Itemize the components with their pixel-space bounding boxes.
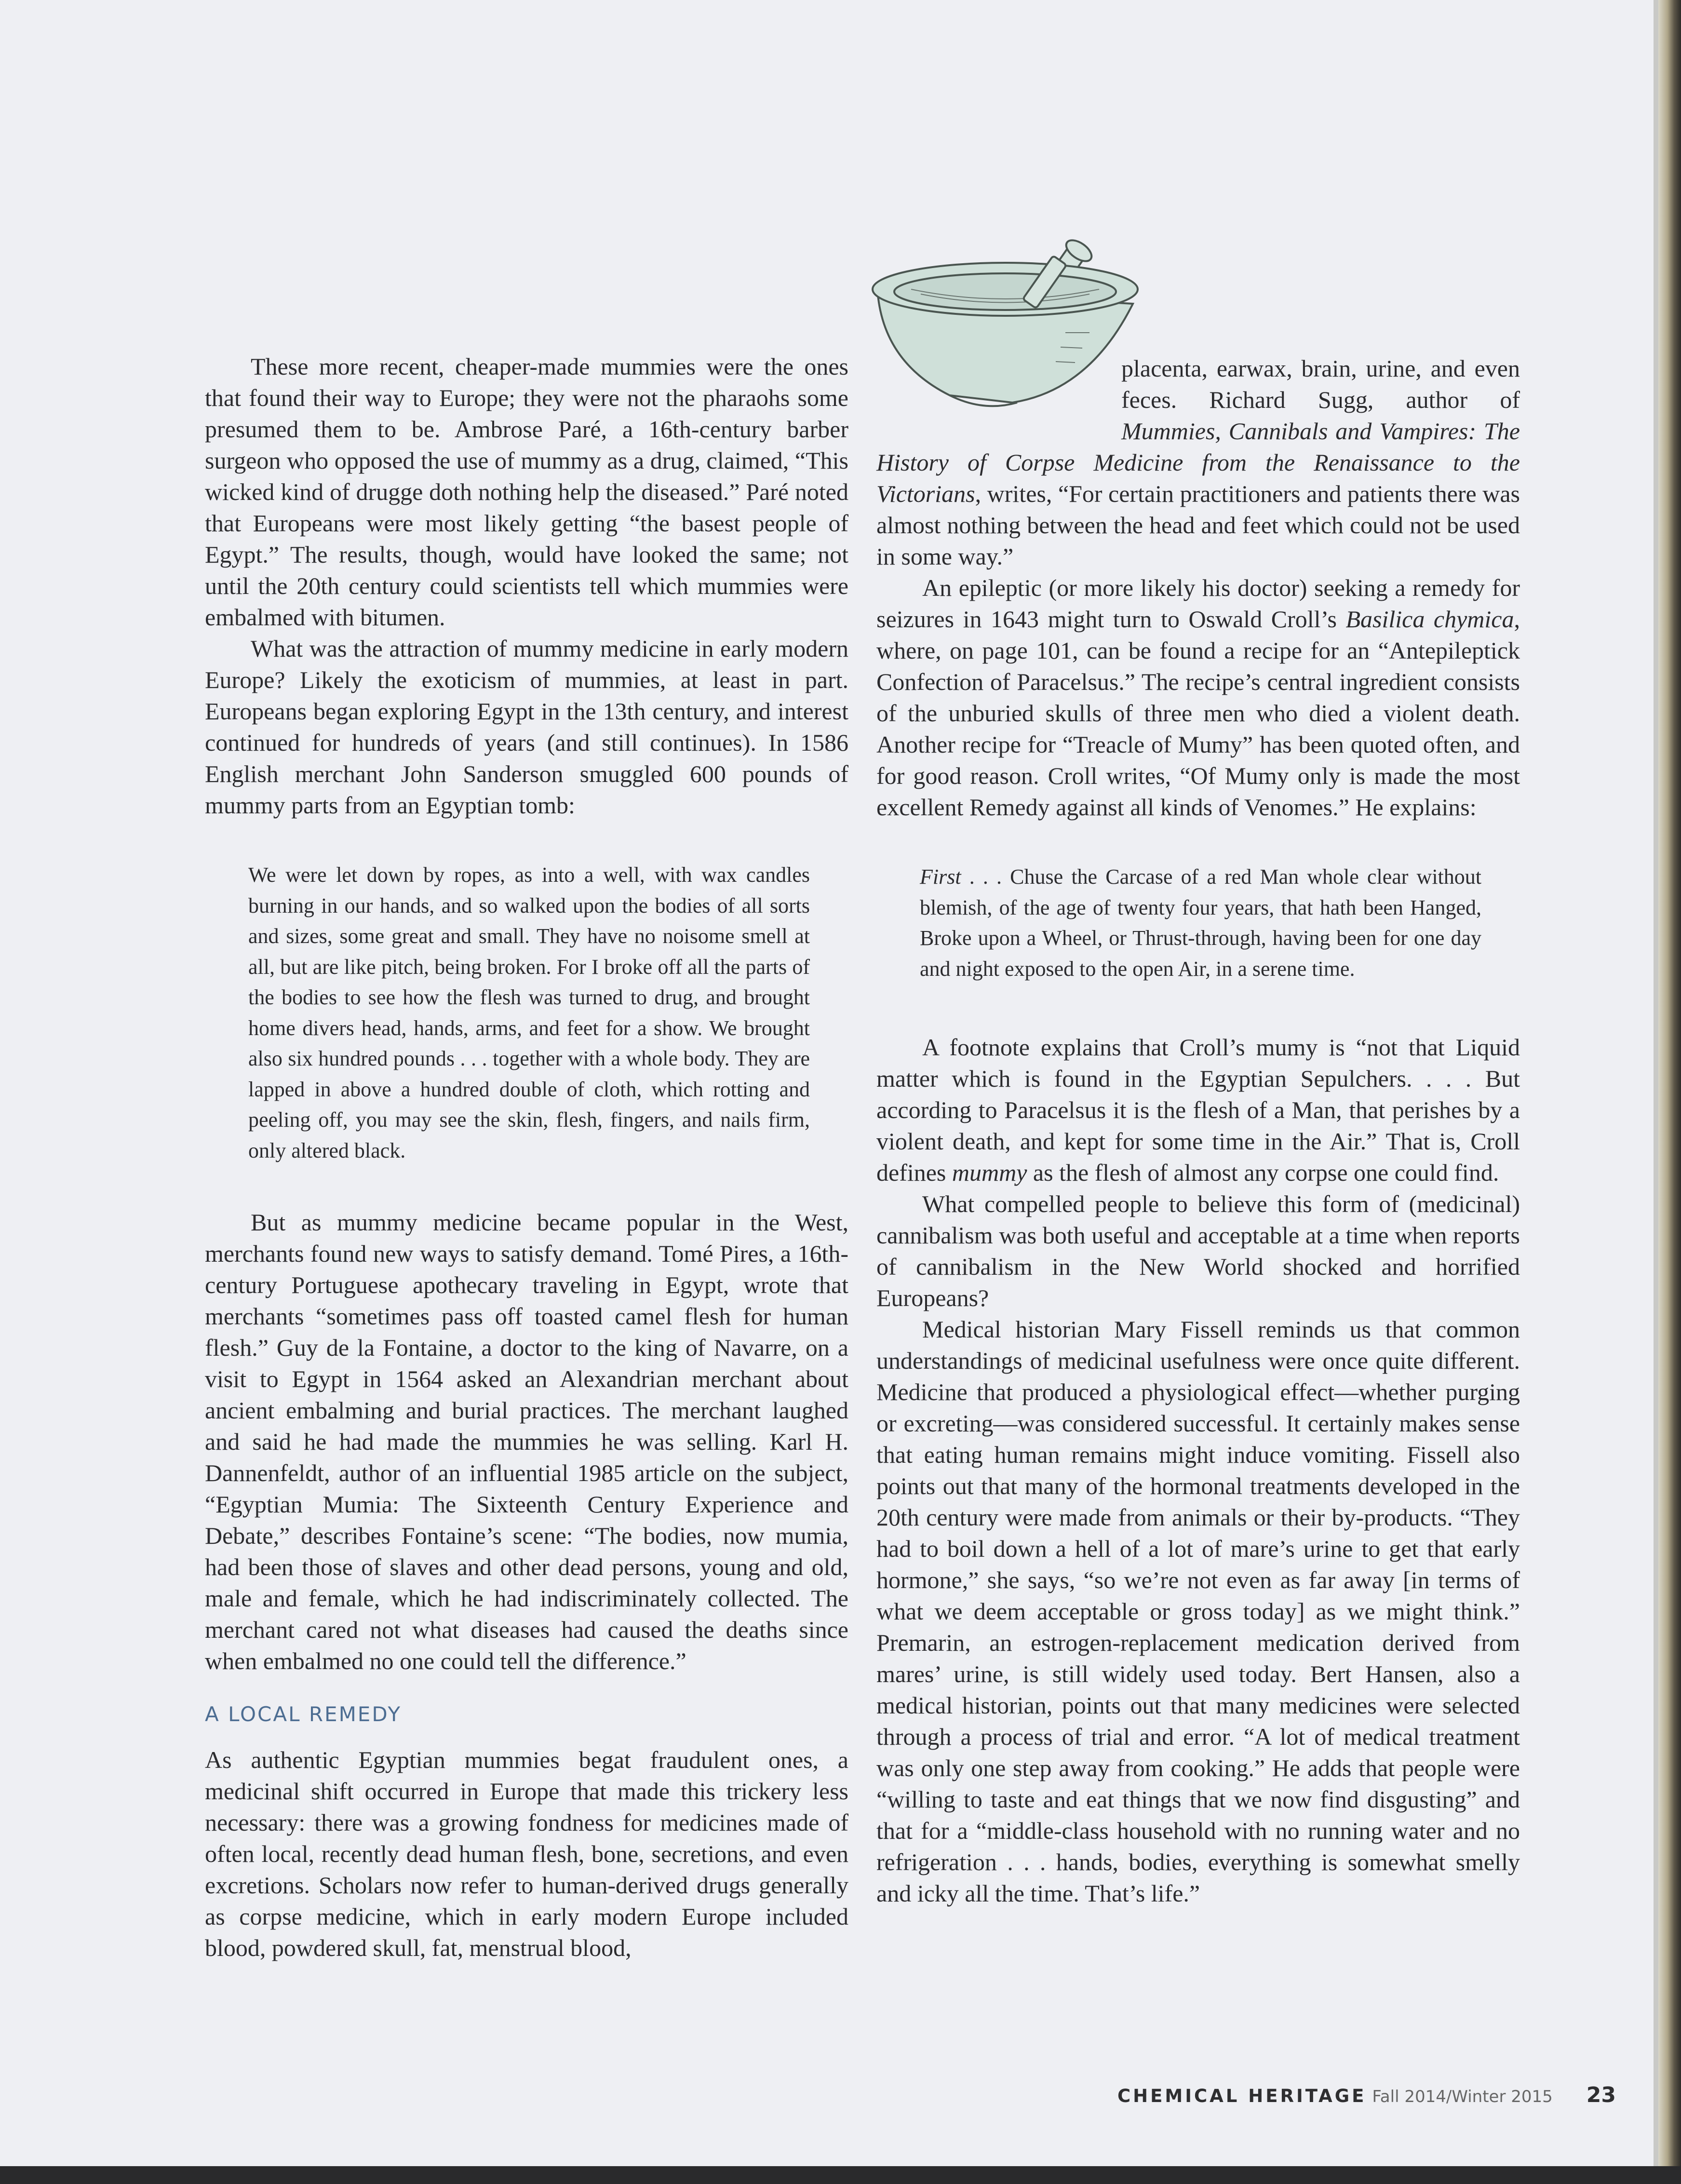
body-paragraph: But as mummy medicine became popular in the West, merchants found new ways to satisfy demand. Tomé Pires, a 16th-century Portuguese apothecary traveling in Egypt, wrote that merchants “sometimes pass off toasted camel flesh for human flesh.” Guy de la Fontaine, a doctor to the king of Navarre, on a visit to Egypt in 1564 asked an Alexandrian merchant about ancient embalming and burial practices. The merchant laughed and said he had made the mummies he was selling. Karl H. Dannenfeldt, author of an influential 1985 article on the subject, “Egyptian Mumia: The Sixteenth Century Experience and Debate,” describes Fontaine’s scene: “The bodies, now mumia, had been those of slaves and other dead persons, young and old, male and female, which he had indiscriminately collected. The merchant cared not what diseases had caused the deaths since when embalmed no one could tell the difference.” (205, 1209, 848, 1674)
body-paragraph: Medical historian Mary Fissell reminds us that common understandings of medicinal usefulness were once quite different. Medicine that produced a physiological effect—whether purging or excreting—was considered successful. It certainly makes sense that eating human remains might induce vomiting. Fissell also points out that many of the hormonal treatments developed in the 20th century were made from animals or their by-products. “They had to boil down a hell of a lot of mare’s urine to get that early hormone,” she says, “so we’re not even as far away [in terms of what we deem acceptable or gross today] as we might think.” Premarin, an estrogen-replacement medication derived from mares’ urine, is still widely used today. Bert Hansen, also a medical historian, points out that many medicines were selected through a process of trial and error. “A lot of medical treatment was only one step away from cooking.” He adds that people were “willing to taste and eat things that we now find disgusting” and that for a “middle-class household with no running water and no refrigeration . . . hands, bodies, everything is somewhat smelly and icky all the time. That’s life.” (876, 1316, 1520, 1907)
text: An epileptic (or more likely his doctor) seeking a remedy for seizures in 1643 might turn to Oswald Croll’s (876, 574, 1520, 633)
magazine-name: CHEMICAL HERITAGE (1117, 2086, 1367, 2106)
page-edge-shadow (1654, 0, 1658, 2166)
term: mummy (952, 1159, 1027, 1186)
page-footer (1117, 2083, 1616, 2107)
body-paragraph: As authentic Egyptian mummies begat fraudulent ones, a medicinal shift occurred in Europe that made this trickery less necessary: there was a growing fondness for medicines made of often local, recently dead human flesh, bone, secretions, and even excretions. Scholars now refer to human-derived drugs generally as corpse medicine, which in early modern Europe included blood, powdered skull, fat, menstrual blood, (205, 1746, 848, 1961)
scan-bottom-border (0, 2166, 1681, 2184)
body-paragraph (876, 1032, 1520, 1188)
right-column-top (876, 353, 1520, 984)
right-column-bottom (876, 1032, 1520, 1909)
book-title: Mummies, Cannibals and Vampires: The History of Corpse Medicine from the Renaissance to the Victorians (876, 418, 1520, 507)
issue-date: Fall 2014/Winter 2015 (1372, 2087, 1553, 2106)
book-title: Basilica chymica (1345, 606, 1514, 633)
binding-edge (1658, 0, 1681, 2166)
block-quote: We were let down by ropes, as into a well, with wax candles burning in our hands, and so walked upon the bodies of all sorts and sizes, some great and small. They have no noisome smell at all, but are like pitch, being broken. For I broke off all the parts of the bodies to see how the flesh was turned to drug, and brought home divers head, hands, arms, and feet for a show. We brought also six hundred pounds . . . together with a whole body. They are lapped in above a hundred double of cloth, which rotting and peeling off, you may see the skin, flesh, fingers, and nails firm, only altered black. (248, 863, 810, 1162)
body-paragraph: These more recent, cheaper-made mummies were the ones that found their way to Europe; they were not the pharaohs some presumed them to be. Ambrose Paré, a 16th-century barber surgeon who opposed the use of mummy as a drug, claimed, “This wicked kind of drugge doth nothing help the diseased.” Paré noted that Europeans were most likely getting “the basest people of Egypt.” The results, though, would have looked the same; not until the 20th century could scientists tell which mummies were embalmed with bitumen. (205, 353, 848, 631)
body-paragraph (876, 572, 1520, 823)
text: placenta, earwax, brain, urine, and even feces. Richard Sugg, author of (1121, 355, 1520, 413)
text: as the flesh of almost any corpse one could find. (1027, 1159, 1499, 1186)
block-quote (920, 862, 1481, 984)
text: . . . Chuse the Carcase of a red Man whole clear without blemish, of the age of twenty four years, that hath been Hanged, Broke upon a Wheel, or Thrust-through, having been for one day and night exposed to the open Air, in a serene time. (920, 865, 1481, 981)
page-number: 23 (1586, 2083, 1616, 2107)
body-paragraph: What compelled people to believe this form of (medicinal) cannibalism was both useful and acceptable at a time when reports of cannibalism in the New World shocked and horrified Europeans? (876, 1190, 1520, 1311)
text: A footnote explains that Croll’s mumy is “not that Liquid matter which is found in the Egyptian Sepulchers. . . . But according to Paracelsus it is the flesh of a Man, that perishes by a violent death, and kept for some time in the Air.” That is, Croll defines (876, 1034, 1520, 1186)
left-column-bottom (205, 1207, 848, 1964)
body-paragraph: What was the attraction of mummy medicine in early modern Europe? Likely the exoticism of mummies, at least in part. Europeans began exploring Egypt in the 13th century, and interest continued for hundreds of years (and still continues). In 1586 English merchant John Sanderson smuggled 600 pounds of mummy parts from an Egyptian tomb: (205, 635, 848, 819)
quote-lead: First (920, 865, 961, 889)
left-column-top (205, 351, 848, 1166)
text: , writes, “For certain practitioners and patients there was almost nothing between the head and feet which could not be used in some way.” (876, 480, 1520, 570)
text: , where, on page 101, can be found a recipe for an “Antepileptick Confection of Paracelsus.” The recipe’s central ingredient consists of the unburied skulls of three men who died a violent death. Another recipe for “Treacle of Mumy” has been quoted often, and for good reason. Croll writes, “Of Mumy only is made the most excellent Remedy against all kinds of Venomes.” He explains: (876, 606, 1520, 821)
section-heading: A LOCAL REMEDY (205, 1702, 402, 1726)
